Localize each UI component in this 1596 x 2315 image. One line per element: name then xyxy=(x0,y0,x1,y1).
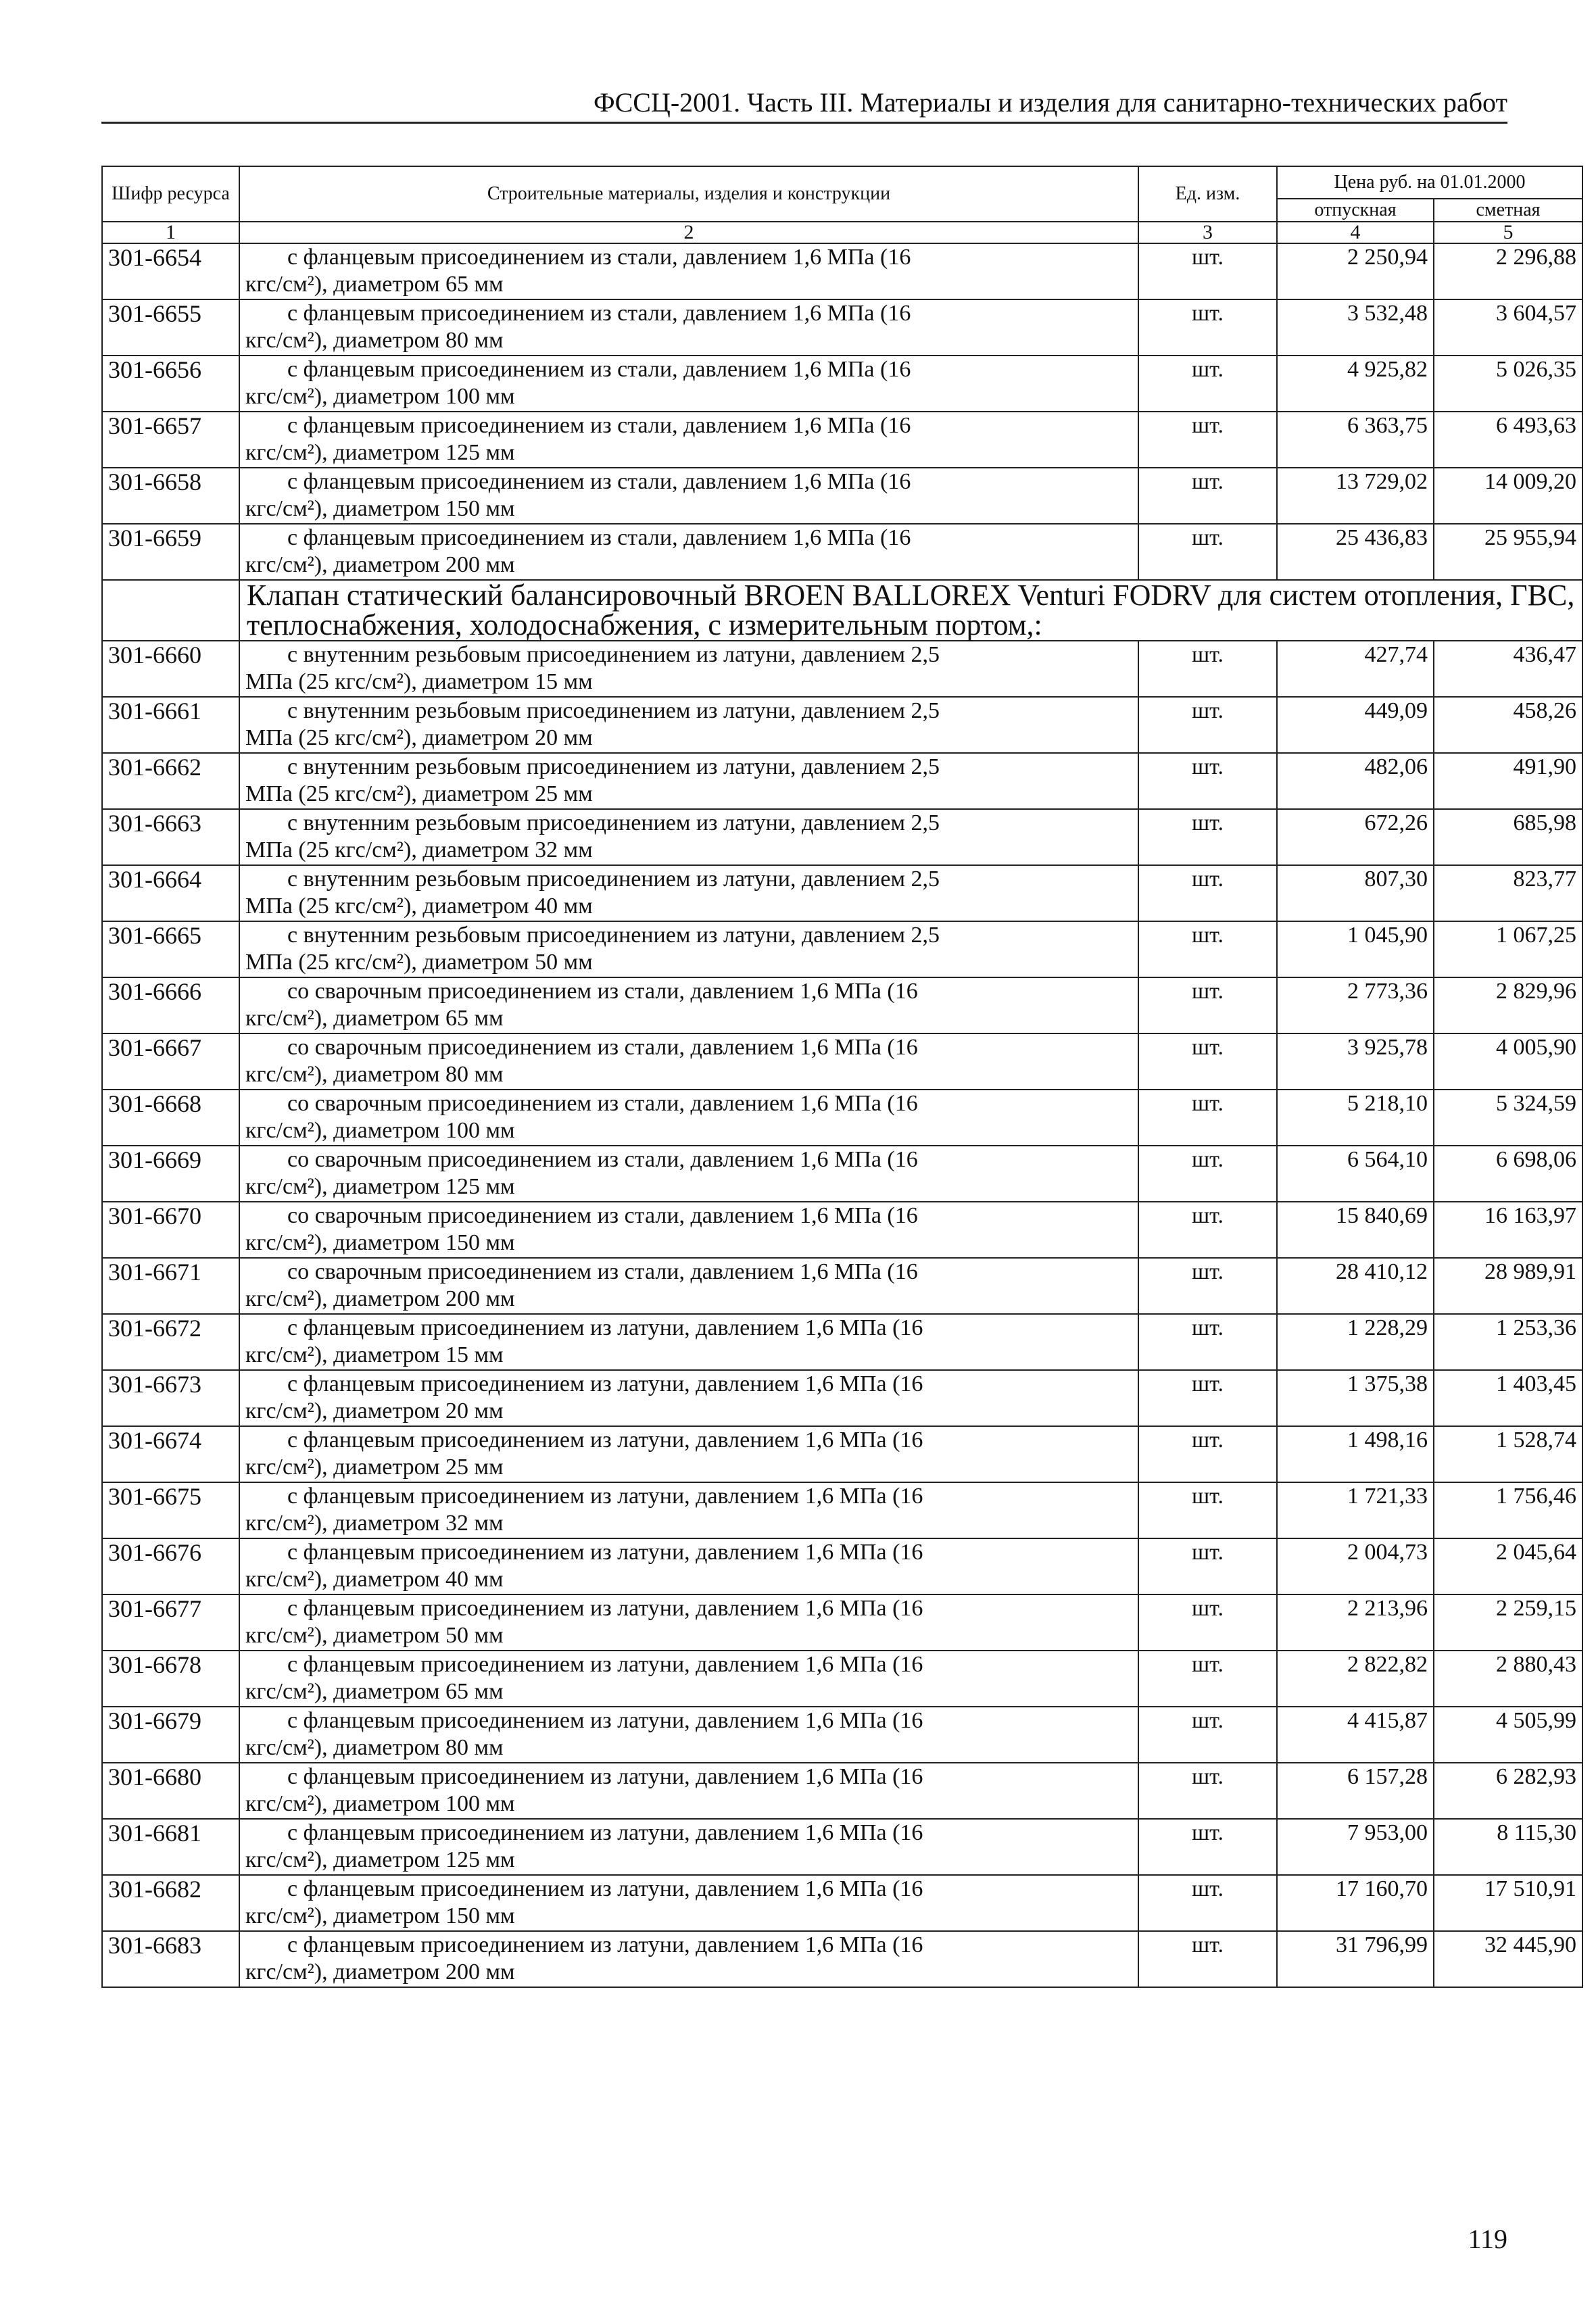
description-line-2: кгс/см²), диаметром 125 мм xyxy=(245,440,515,465)
release-price: 427,74 xyxy=(1277,641,1434,697)
material-description xyxy=(239,1258,1138,1314)
group-title: Клапан статический балансировочный BROEN BALLOREX Venturi FODRV для систем отопления, ГВС, теплоснабжения, холодоснабжения, с измерительным портом,: xyxy=(239,580,1582,641)
release-price: 1 498,16 xyxy=(1277,1426,1434,1482)
material-description xyxy=(239,697,1138,753)
release-price: 2 250,94 xyxy=(1277,243,1434,299)
unit-cell: шт. xyxy=(1138,977,1277,1033)
table-row xyxy=(102,1146,1582,1202)
description-line-1: с фланцевым присоединением из латуни, давлением 1,6 МПа (16 xyxy=(287,1932,923,1957)
release-price: 1 721,33 xyxy=(1277,1482,1434,1538)
table-row xyxy=(102,1707,1582,1763)
description-line-2: кгс/см²), диаметром 65 мм xyxy=(245,272,504,297)
description-line-1: с фланцевым присоединением из стали, давлением 1,6 МПа (16 xyxy=(287,525,911,550)
description-line-2: МПа (25 кгс/см²), диаметром 25 мм xyxy=(245,781,593,806)
description-line-1: с внутенним резьбовым присоединением из латуни, давлением 2,5 xyxy=(287,698,940,723)
material-description xyxy=(239,412,1138,468)
description-line-1: с фланцевым присоединением из латуни, давлением 1,6 МПа (16 xyxy=(287,1764,923,1789)
table-row xyxy=(102,1482,1582,1538)
unit-cell: шт. xyxy=(1138,1538,1277,1594)
material-description xyxy=(239,1931,1138,1987)
material-description xyxy=(239,1707,1138,1763)
description-line-1: с фланцевым присоединением из латуни, давлением 1,6 МПа (16 xyxy=(287,1820,923,1845)
resource-code: 301-6679 xyxy=(102,1707,239,1763)
estimate-price: 2 880,43 xyxy=(1434,1651,1582,1707)
unit-cell: шт. xyxy=(1138,753,1277,809)
unit-cell: шт. xyxy=(1138,1875,1277,1931)
estimate-price: 32 445,90 xyxy=(1434,1931,1582,1987)
table-row xyxy=(102,921,1582,977)
release-price: 5 218,10 xyxy=(1277,1090,1434,1146)
table-body-ballorex xyxy=(102,641,1582,1987)
description-line-1: со сварочным присоединением из стали, давлением 1,6 МПа (16 xyxy=(287,1091,918,1116)
unit-cell: шт. xyxy=(1138,524,1277,580)
description-line-2: кгс/см²), диаметром 100 мм xyxy=(245,384,515,409)
resource-code: 301-6683 xyxy=(102,1931,239,1987)
unit-cell: шт. xyxy=(1138,299,1277,356)
release-price: 7 953,00 xyxy=(1277,1819,1434,1875)
description-line-1: со сварочным присоединением из стали, давлением 1,6 МПа (16 xyxy=(287,1147,918,1172)
estimate-price: 8 115,30 xyxy=(1434,1819,1582,1875)
release-price: 15 840,69 xyxy=(1277,1202,1434,1258)
material-description xyxy=(239,1202,1138,1258)
release-price: 4 415,87 xyxy=(1277,1707,1434,1763)
resource-code: 301-6675 xyxy=(102,1482,239,1538)
unit-cell: шт. xyxy=(1138,412,1277,468)
estimate-price: 3 604,57 xyxy=(1434,299,1582,356)
resource-code: 301-6666 xyxy=(102,977,239,1033)
unit-cell: шт. xyxy=(1138,356,1277,412)
description-line-2: МПа (25 кгс/см²), диаметром 50 мм xyxy=(245,950,593,975)
unit-cell: шт. xyxy=(1138,243,1277,299)
description-line-1: с фланцевым присоединением из латуни, давлением 1,6 МПа (16 xyxy=(287,1652,923,1677)
resource-code: 301-6682 xyxy=(102,1875,239,1931)
release-price: 3 532,48 xyxy=(1277,299,1434,356)
table-row xyxy=(102,641,1582,697)
estimate-price: 1 067,25 xyxy=(1434,921,1582,977)
description-line-1: с фланцевым присоединением из стали, давлением 1,6 МПа (16 xyxy=(287,301,911,326)
table-row xyxy=(102,1819,1582,1875)
description-line-2: МПа (25 кгс/см²), диаметром 32 мм xyxy=(245,837,593,862)
description-line-1: с внутенним резьбовым присоединением из латуни, давлением 2,5 xyxy=(287,810,940,835)
unit-cell: шт. xyxy=(1138,809,1277,865)
unit-cell: шт. xyxy=(1138,1258,1277,1314)
release-price: 672,26 xyxy=(1277,809,1434,865)
description-line-1: с фланцевым присоединением из стали, давлением 1,6 МПа (16 xyxy=(287,245,911,270)
release-price: 3 925,78 xyxy=(1277,1033,1434,1090)
material-description xyxy=(239,1090,1138,1146)
estimate-price: 823,77 xyxy=(1434,865,1582,921)
description-line-2: кгс/см²), диаметром 125 мм xyxy=(245,1847,515,1872)
table-row xyxy=(102,412,1582,468)
description-line-2: кгс/см²), диаметром 80 мм xyxy=(245,1062,504,1087)
unit-cell: шт. xyxy=(1138,1202,1277,1258)
table-row xyxy=(102,468,1582,524)
release-price: 6 363,75 xyxy=(1277,412,1434,468)
unit-cell: шт. xyxy=(1138,697,1277,753)
description-line-2: кгс/см²), диаметром 50 мм xyxy=(245,1623,504,1648)
description-line-1: с фланцевым присоединением из латуни, давлением 1,6 МПа (16 xyxy=(287,1428,923,1453)
description-line-1: с внутенним резьбовым присоединением из латуни, давлением 2,5 xyxy=(287,642,940,667)
unit-cell: шт. xyxy=(1138,1314,1277,1370)
description-line-2: кгс/см²), диаметром 150 мм xyxy=(245,1230,515,1255)
unit-cell: шт. xyxy=(1138,921,1277,977)
description-line-1: со сварочным присоединением из стали, давлением 1,6 МПа (16 xyxy=(287,1259,918,1284)
material-description xyxy=(239,977,1138,1033)
description-line-1: с фланцевым присоединением из латуни, давлением 1,6 МПа (16 xyxy=(287,1596,923,1621)
description-line-1: со сварочным присоединением из стали, давлением 1,6 МПа (16 xyxy=(287,1035,918,1060)
release-price: 4 925,82 xyxy=(1277,356,1434,412)
material-description xyxy=(239,1370,1138,1426)
table-row xyxy=(102,1875,1582,1931)
table-row xyxy=(102,1651,1582,1707)
table-row xyxy=(102,243,1582,299)
material-description xyxy=(239,1538,1138,1594)
unit-cell: шт. xyxy=(1138,1707,1277,1763)
estimate-price: 6 493,63 xyxy=(1434,412,1582,468)
material-description xyxy=(239,921,1138,977)
description-line-2: кгс/см²), диаметром 200 мм xyxy=(245,1959,515,1984)
description-line-2: кгс/см²), диаметром 80 мм xyxy=(245,328,504,353)
table-row xyxy=(102,1202,1582,1258)
description-line-1: с фланцевым присоединением из латуни, давлением 1,6 МПа (16 xyxy=(287,1876,923,1901)
material-description xyxy=(239,468,1138,524)
resource-code: 301-6669 xyxy=(102,1146,239,1202)
unit-cell: шт. xyxy=(1138,468,1277,524)
table-row xyxy=(102,1931,1582,1987)
table-row xyxy=(102,1033,1582,1090)
release-price: 2 773,36 xyxy=(1277,977,1434,1033)
table-body-steel-flanged xyxy=(102,243,1582,580)
estimate-price: 491,90 xyxy=(1434,753,1582,809)
release-price: 28 410,12 xyxy=(1277,1258,1434,1314)
resource-code: 301-6654 xyxy=(102,243,239,299)
material-description xyxy=(239,1819,1138,1875)
description-line-2: кгс/см²), диаметром 200 мм xyxy=(245,1286,515,1311)
resource-code: 301-6671 xyxy=(102,1258,239,1314)
description-line-1: с фланцевым присоединением из латуни, давлением 1,6 МПа (16 xyxy=(287,1371,923,1396)
estimate-price: 2 259,15 xyxy=(1434,1594,1582,1651)
release-price: 31 796,99 xyxy=(1277,1931,1434,1987)
estimate-price: 1 253,36 xyxy=(1434,1314,1582,1370)
table-row xyxy=(102,1090,1582,1146)
resource-code: 301-6667 xyxy=(102,1033,239,1090)
estimate-price: 17 510,91 xyxy=(1434,1875,1582,1931)
release-price: 6 564,10 xyxy=(1277,1146,1434,1202)
resource-code: 301-6661 xyxy=(102,697,239,753)
estimate-price: 6 698,06 xyxy=(1434,1146,1582,1202)
unit-cell: шт. xyxy=(1138,865,1277,921)
estimate-price: 2 829,96 xyxy=(1434,977,1582,1033)
resource-code: 301-6658 xyxy=(102,468,239,524)
estimate-price: 1 528,74 xyxy=(1434,1426,1582,1482)
estimate-price: 2 296,88 xyxy=(1434,243,1582,299)
table-row xyxy=(102,697,1582,753)
table-row xyxy=(102,299,1582,356)
description-line-1: с фланцевым присоединением из латуни, давлением 1,6 МПа (16 xyxy=(287,1315,923,1340)
resource-code: 301-6664 xyxy=(102,865,239,921)
material-description xyxy=(239,753,1138,809)
table-row xyxy=(102,977,1582,1033)
col-number: 2 xyxy=(239,222,1138,243)
unit-cell: шт. xyxy=(1138,1819,1277,1875)
description-line-2: кгс/см²), диаметром 65 мм xyxy=(245,1679,504,1704)
col-header-name: Строительные материалы, изделия и конструкции xyxy=(239,166,1138,222)
resource-code: 301-6656 xyxy=(102,356,239,412)
material-description xyxy=(239,1146,1138,1202)
release-price: 1 228,29 xyxy=(1277,1314,1434,1370)
unit-cell: шт. xyxy=(1138,1426,1277,1482)
page-number: 119 xyxy=(1468,2224,1507,2254)
col-header-unit: Ед. изм. xyxy=(1138,166,1277,222)
resource-code: 301-6678 xyxy=(102,1651,239,1707)
estimate-price: 458,26 xyxy=(1434,697,1582,753)
resource-code: 301-6672 xyxy=(102,1314,239,1370)
resource-code: 301-6663 xyxy=(102,809,239,865)
unit-cell: шт. xyxy=(1138,1931,1277,1987)
unit-cell: шт. xyxy=(1138,1651,1277,1707)
running-header: ФССЦ-2001. Часть III. Материалы и изделия для санитарно-технических работ xyxy=(101,87,1507,124)
col-number: 3 xyxy=(1138,222,1277,243)
material-description xyxy=(239,356,1138,412)
description-line-2: кгс/см²), диаметром 20 мм xyxy=(245,1398,504,1423)
material-description xyxy=(239,1875,1138,1931)
description-line-2: кгс/см²), диаметром 100 мм xyxy=(245,1118,515,1143)
description-line-2: МПа (25 кгс/см²), диаметром 20 мм xyxy=(245,725,593,750)
description-line-2: кгс/см²), диаметром 150 мм xyxy=(245,1903,515,1928)
estimate-price: 5 026,35 xyxy=(1434,356,1582,412)
release-price: 807,30 xyxy=(1277,865,1434,921)
group-code-cell xyxy=(102,580,239,641)
description-line-2: кгс/см²), диаметром 200 мм xyxy=(245,552,515,577)
material-description xyxy=(239,641,1138,697)
release-price: 13 729,02 xyxy=(1277,468,1434,524)
col-number: 5 xyxy=(1434,222,1582,243)
estimate-price: 16 163,97 xyxy=(1434,1202,1582,1258)
description-line-1: с фланцевым присоединением из латуни, давлением 1,6 МПа (16 xyxy=(287,1708,923,1733)
release-price: 25 436,83 xyxy=(1277,524,1434,580)
resource-code: 301-6674 xyxy=(102,1426,239,1482)
resource-code: 301-6662 xyxy=(102,753,239,809)
resource-code: 301-6676 xyxy=(102,1538,239,1594)
description-line-1: с фланцевым присоединением из стали, давлением 1,6 МПа (16 xyxy=(287,413,911,438)
col-numbers-row xyxy=(102,222,1582,243)
resource-code: 301-6659 xyxy=(102,524,239,580)
description-line-1: с фланцевым присоединением из латуни, давлением 1,6 МПа (16 xyxy=(287,1540,923,1565)
table-row xyxy=(102,1426,1582,1482)
col-header-price: Цена руб. на 01.01.2000 xyxy=(1277,166,1582,199)
table-row xyxy=(102,524,1582,580)
material-description xyxy=(239,1651,1138,1707)
unit-cell: шт. xyxy=(1138,1033,1277,1090)
description-line-2: кгс/см²), диаметром 100 мм xyxy=(245,1791,515,1816)
material-description xyxy=(239,299,1138,356)
table-row xyxy=(102,865,1582,921)
description-line-2: кгс/см²), диаметром 65 мм xyxy=(245,1006,504,1031)
estimate-price: 685,98 xyxy=(1434,809,1582,865)
release-price: 1 375,38 xyxy=(1277,1370,1434,1426)
material-description xyxy=(239,809,1138,865)
material-description xyxy=(239,524,1138,580)
price-table xyxy=(101,166,1583,1988)
col-number: 1 xyxy=(102,222,239,243)
description-line-2: МПа (25 кгс/см²), диаметром 40 мм xyxy=(245,894,593,919)
description-line-2: кгс/см²), диаметром 150 мм xyxy=(245,496,515,521)
release-price: 482,06 xyxy=(1277,753,1434,809)
unit-cell: шт. xyxy=(1138,1370,1277,1426)
estimate-price: 25 955,94 xyxy=(1434,524,1582,580)
resource-code: 301-6668 xyxy=(102,1090,239,1146)
table-row xyxy=(102,1370,1582,1426)
material-description xyxy=(239,243,1138,299)
estimate-price: 2 045,64 xyxy=(1434,1538,1582,1594)
release-price: 17 160,70 xyxy=(1277,1875,1434,1931)
release-price: 2 004,73 xyxy=(1277,1538,1434,1594)
material-description xyxy=(239,1594,1138,1651)
unit-cell: шт. xyxy=(1138,1594,1277,1651)
description-line-1: с внутенним резьбовым присоединением из латуни, давлением 2,5 xyxy=(287,867,940,892)
estimate-price: 4 005,90 xyxy=(1434,1033,1582,1090)
material-description xyxy=(239,1482,1138,1538)
description-line-2: кгс/см²), диаметром 15 мм xyxy=(245,1342,504,1367)
resource-code: 301-6677 xyxy=(102,1594,239,1651)
estimate-price: 4 505,99 xyxy=(1434,1707,1582,1763)
estimate-price: 1 403,45 xyxy=(1434,1370,1582,1426)
unit-cell: шт. xyxy=(1138,1090,1277,1146)
table-row xyxy=(102,1258,1582,1314)
resource-code: 301-6660 xyxy=(102,641,239,697)
resource-code: 301-6673 xyxy=(102,1370,239,1426)
table-row xyxy=(102,809,1582,865)
unit-cell: шт. xyxy=(1138,641,1277,697)
description-line-1: с фланцевым присоединением из латуни, давлением 1,6 МПа (16 xyxy=(287,1484,923,1509)
estimate-price: 6 282,93 xyxy=(1434,1763,1582,1819)
material-description xyxy=(239,865,1138,921)
col-header-code: Шифр ресурса xyxy=(102,166,239,222)
release-price: 2 213,96 xyxy=(1277,1594,1434,1651)
description-line-1: с фланцевым присоединением из стали, давлением 1,6 МПа (16 xyxy=(287,469,911,494)
estimate-price: 436,47 xyxy=(1434,641,1582,697)
material-description xyxy=(239,1314,1138,1370)
table-row xyxy=(102,356,1582,412)
table-row xyxy=(102,1314,1582,1370)
estimate-price: 1 756,46 xyxy=(1434,1482,1582,1538)
unit-cell: шт. xyxy=(1138,1763,1277,1819)
resource-code: 301-6681 xyxy=(102,1819,239,1875)
description-line-2: кгс/см²), диаметром 80 мм xyxy=(245,1735,504,1760)
table-row xyxy=(102,1538,1582,1594)
material-description xyxy=(239,1426,1138,1482)
table-row xyxy=(102,1594,1582,1651)
estimate-price: 28 989,91 xyxy=(1434,1258,1582,1314)
release-price: 449,09 xyxy=(1277,697,1434,753)
estimate-price: 5 324,59 xyxy=(1434,1090,1582,1146)
description-line-2: кгс/см²), диаметром 32 мм xyxy=(245,1511,504,1536)
description-line-1: с внутенним резьбовым присоединением из латуни, давлением 2,5 xyxy=(287,754,940,779)
description-line-2: кгс/см²), диаметром 125 мм xyxy=(245,1174,515,1199)
unit-cell: шт. xyxy=(1138,1146,1277,1202)
description-line-1: с внутенним резьбовым присоединением из латуни, давлением 2,5 xyxy=(287,923,940,948)
description-line-2: кгс/см²), диаметром 40 мм xyxy=(245,1567,504,1592)
material-description xyxy=(239,1033,1138,1090)
resource-code: 301-6670 xyxy=(102,1202,239,1258)
table-header xyxy=(102,166,1582,243)
resource-code: 301-6680 xyxy=(102,1763,239,1819)
description-line-1: со сварочным присоединением из стали, давлением 1,6 МПа (16 xyxy=(287,979,918,1004)
group-row xyxy=(102,580,1582,641)
col-number: 4 xyxy=(1277,222,1434,243)
material-description xyxy=(239,1763,1138,1819)
col-header-release: отпускная xyxy=(1277,199,1434,222)
estimate-price: 14 009,20 xyxy=(1434,468,1582,524)
table-row xyxy=(102,753,1582,809)
description-line-2: МПа (25 кгс/см²), диаметром 15 мм xyxy=(245,669,593,694)
release-price: 2 822,82 xyxy=(1277,1651,1434,1707)
description-line-1: со сварочным присоединением из стали, давлением 1,6 МПа (16 xyxy=(287,1203,918,1228)
unit-cell: шт. xyxy=(1138,1482,1277,1538)
resource-code: 301-6655 xyxy=(102,299,239,356)
release-price: 6 157,28 xyxy=(1277,1763,1434,1819)
description-line-1: с фланцевым присоединением из стали, давлением 1,6 МПа (16 xyxy=(287,357,911,382)
table-row xyxy=(102,1763,1582,1819)
resource-code: 301-6665 xyxy=(102,921,239,977)
description-line-2: кгс/см²), диаметром 25 мм xyxy=(245,1455,504,1480)
release-price: 1 045,90 xyxy=(1277,921,1434,977)
col-header-estimate: сметная xyxy=(1434,199,1582,222)
group-row-section xyxy=(102,580,1582,641)
resource-code: 301-6657 xyxy=(102,412,239,468)
